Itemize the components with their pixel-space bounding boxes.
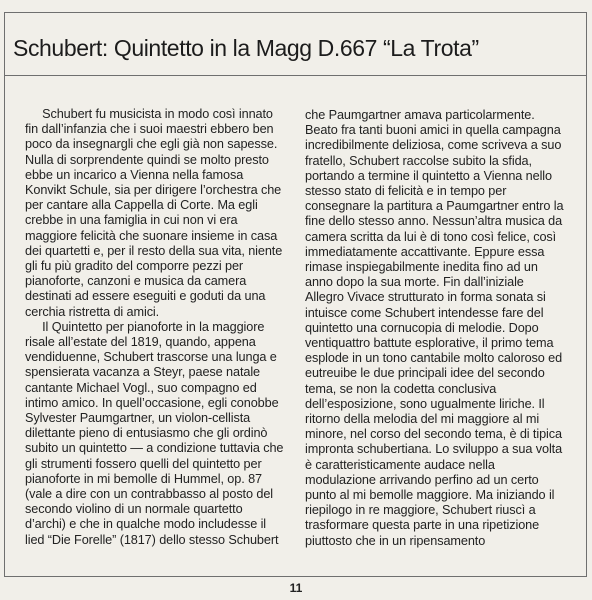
text-line: pianoforte, canzoni e musica da camera [25,274,247,289]
text-line: spensierata vacanza a Steyr, paese natale [25,365,261,380]
text-line: gli fu più gradito del comporre pezzi per [25,259,244,274]
text-line: dilettante pieno di entusiasmo che gli ordinò [25,426,268,441]
text-line: pianoforte in mi bemolle di Hummel, op. 87 [25,471,262,486]
text-line: Beato fra tanti buoni amici in quella campagna [305,123,561,138]
text-line: Il Quintetto per pianoforte in la maggiore [25,319,265,334]
text-line: eutreuibe le due principali idee del secondo [305,366,545,381]
text-line: fratello, Schubert raccolse subito la sfida, [305,153,532,168]
text-line: poco da insegnargli che egli già non sapesse. [25,137,278,152]
text-line: per cantare alla Cappella di Corte. Ma egli [25,198,258,213]
text-line: lied “Die Forelle” (1817) dello stesso Schubert [25,532,279,547]
text-line: intimo amico. In quell’occasione, egli conobbe [25,395,279,410]
text-line: (vale a dire con un contrabbasso al posto del [25,487,273,502]
text-line: fine dello stesso anno. Nessun’altra musica da [305,214,563,229]
text-line: portando a termine il quintetto a Vienna nello [305,168,552,183]
page-number: 11 [289,581,303,595]
text-line: è caratteristicamente audace nella [305,457,495,472]
text-line: gli strumenti fossero quelli del quintetto per [25,456,262,471]
text-line: secondo violino di un normale quartetto [25,502,243,517]
text-line: Konvikt Schule, sia per dirigere l’orchestra che [25,183,282,198]
text-line: quintetto una cornucopia di melodie. Dopo [305,320,539,335]
right-column [305,108,577,549]
text-line: d’archi) e che in qualche modo includesse il [25,517,267,532]
text-line: subito un quintetto — a condizione tuttavia che [25,441,284,456]
text-line: modulazione arrivando perfino ad un certo [305,472,539,487]
text-line: immediatamente accattivante. Eppure essa [305,244,545,259]
left-column [25,107,297,548]
page-title: Schubert: Quintetto in la Magg D.667 “La Trota” [13,35,479,61]
text-line: Nulla di sorprendente quindi se molto presto [25,152,269,167]
text-line: destinati ad essere eseguiti e goduti da una [25,289,266,304]
text-line: cerchia ristretta di amici. [25,304,160,319]
text-line: anno dopo la sua morte. Fin dall’iniziale [305,275,524,290]
text-line: Allegro Vivace strutturato in forma sonata si [305,290,546,305]
text-line: intuisce come Schubert intendesse fare del [305,305,544,320]
text-line: tema, se non la codetta conclusiva [305,381,497,396]
text-line: risale all’estate del 1819, quando, appena [25,335,256,350]
text-line: stesso stato di felicità e in tempo per [305,184,507,199]
text-line: vendiduenne, Schubert trascorse una lunga e [25,350,277,365]
text-line: camera scritta da lui è di tono così felice, così [305,229,557,244]
text-line: piuttosto che in un ripensamento [305,533,486,548]
text-line: che Paumgartner amava particolarmente. [305,108,535,122]
text-line: impronta schubertiana. Lo sviluppo a sua volta [305,442,563,457]
text-line: punto al mi bemolle maggiore. Ma iniziando il [305,488,555,503]
text-line: esplode in un tono cantabile molto caloroso ed [305,351,563,366]
text-line: Sylvester Paumgartner, un violon-cellista [25,411,251,426]
text-line: minore, nel corso del secondo tema, è di tipica [305,427,562,442]
text-line: maggiore felicità che suonare insieme in casa [25,228,278,243]
text-line: trasformare questa parte in una ripetizione [305,518,540,533]
text-line: rimase inspiegabilmente inedita fino ad un [305,260,538,275]
text-line: ventiquattro battute esplorative, il primo tema [305,336,554,351]
text-line: consegnare la partitura a Paumgartner entro la [305,199,564,214]
text-line: riepilogo in re maggiore, Schubert riuscì a [305,503,536,518]
text-line: crebbe in una famiglia in cui non vi era [25,213,238,228]
text-line: incredibilmente deliziosa, come scriveva a suo [305,138,562,153]
text-line: ebbe un incarico a Vienna nella famosa [25,167,244,182]
text-line: dell’esposizione, sono ugualmente liriche. Il [305,396,545,411]
text-line: cantante Michael Vogl., suo compagno ed [25,380,257,395]
text-line: fin dall’infanzia che i suoi maestri ebbero ben [25,122,274,137]
title-bar [5,13,586,76]
text-line: Schubert fu musicista in modo così innato [25,107,273,121]
text-line: ritorno della melodia del mi maggiore al mi [305,412,540,427]
text-line: dei quartetti e, per il resto della sua vita, niente [25,243,283,258]
